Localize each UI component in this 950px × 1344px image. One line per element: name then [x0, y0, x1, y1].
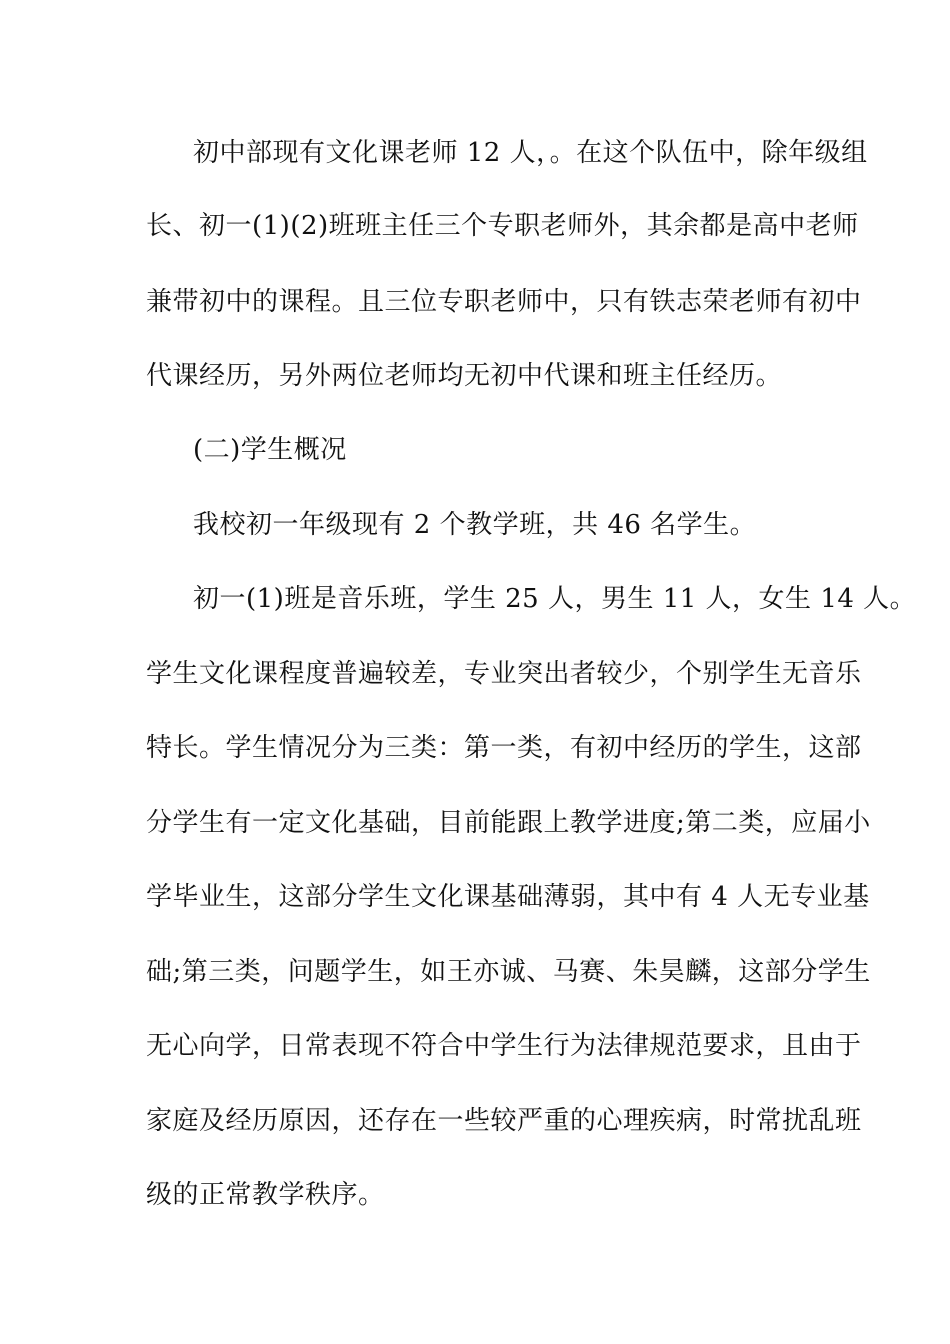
section-heading: (二)学生概况 — [193, 435, 347, 465]
paragraph-line: 学毕业生，这部分学生文化课基础薄弱，其中有 4 人无专业基 — [146, 882, 870, 912]
paragraph-line: 无心向学，日常表现不符合中学生行为法律规范要求，且由于 — [146, 1031, 862, 1061]
paragraph-line: 学生文化课程度普遍较差，专业突出者较少，个别学生无音乐 — [146, 659, 862, 689]
paragraph-line: 初一(1)班是音乐班，学生 25 人，男生 11 人，女生 14 人。 — [193, 584, 917, 614]
paragraph-line: 家庭及经历原因，还存在一些较严重的心理疾病，时常扰乱班 — [146, 1106, 862, 1136]
paragraph-line: 初中部现有文化课老师 12 人，。在这个队伍中，除年级组 — [193, 138, 868, 168]
paragraph-line: 代课经历，另外两位老师均无初中代课和班主任经历。 — [146, 361, 783, 391]
paragraph-line: 级的正常教学秩序。 — [146, 1180, 385, 1210]
paragraph-line: 特长。学生情况分为三类：第一类，有初中经历的学生，这部 — [146, 733, 862, 763]
paragraph-line: 长、初一(1)(2)班班主任三个专职老师外，其余都是高中老师 — [146, 211, 859, 241]
paragraph-line: 兼带初中的课程。且三位专职老师中，只有铁志荣老师有初中 — [146, 287, 862, 317]
paragraph-line: 础;第三类，问题学生，如王亦诚、马赛、朱昊麟，这部分学生 — [146, 957, 871, 987]
paragraph-line: 我校初一年级现有 2 个教学班，共 46 名学生。 — [193, 510, 757, 540]
paragraph-line: 分学生有一定文化基础，目前能跟上教学进度;第二类，应届小 — [146, 808, 871, 838]
